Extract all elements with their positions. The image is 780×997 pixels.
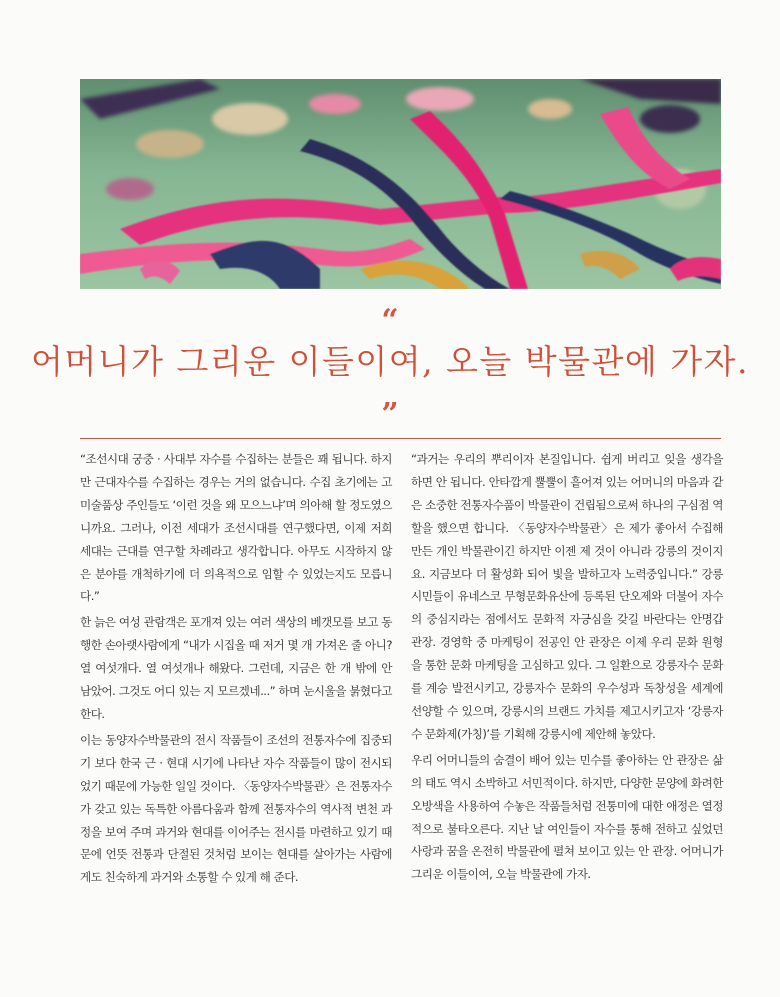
open-quote-mark: “ (381, 303, 399, 338)
embroidery-image (80, 79, 721, 289)
paragraph: “과거는 우리의 뿌리이자 본질입니다. 쉽게 버리고 잊을 생각을 하면 안 됩니다. 안타깝게 뿔뿔이 흩어져 있는 어머니의 마음과 같은 소중한 전통자수품이 박물관이 건립됨으로써 하나의 구심점 역할을 했으면 합니다. 〈동양자수박물관〉은 제가 좋아서 수집해 만든 개인 박물관이긴 하지만 이젠 제 것이 아니라 강릉의 것이지요. 지금보다 더 활성화 되어 빛을 발하고자 노력중입니다.” 강릉 시민들이 유네스코 무형문화유산에 등록된 단오제와 더불어 자수의 중심지라는 점에서도 문화적 자긍심을 갖길 바란다는 안명갑 관장. 경영학 중 마케팅이 전공인 안 관장은 이제 우리 문화 원형을 통한 문화 마케팅을 고심하고 있다. 그 일환으로 강릉자수 문화를 계승 발전시키고, 강릉자수 문화의 우수성과 독창성을 세계에 선양할 수 있으며, 강릉시의 브랜드 가치를 제고시키고자 ‘강릉자수 문화제(가칭)’를 기획해 강릉시에 제안해 놓았다. (411, 452, 723, 741)
close-quote-mark: ” (381, 397, 399, 432)
article-column-left (80, 448, 392, 892)
article-column-right (411, 448, 723, 889)
paragraph: 한 늙은 여성 관람객은 포개져 있는 여러 색상의 베갯모를 보고 동행한 손아랫사람에게 “내가 시집올 때 저거 몇 개 가져온 줄 아니? 열 여섯개다. 열 여섯개나 해왔다. 그런데, 지금은 한 개 밖에 안 남았어. 그것도 어디 있는 지 모르겠네...” 하며 눈시울을 붉혔다고 한다. (80, 615, 392, 721)
pull-quote-headline: 어머니가 그리운 이들이여, 오늘 박물관에 가자. (30, 342, 750, 381)
paragraph: 우리 어머니들의 숨결이 배어 있는 민수를 좋아하는 안 관장은 삶의 태도 역시 소박하고 서민적이다. 하지만, 다양한 문양에 화려한 오방색을 사용하여 수놓은 작품들처럼 전통미에 대한 애정은 열정적으로 불타오른다. 지난 날 여인들이 자수를 통해 전하고 싶었던 사랑과 꿈을 온전히 박물관에 펼쳐 보이고 있는 안 관장. 어머니가 그리운 이들이여, 오늘 박물관에 가자. (411, 752, 723, 882)
paragraph: “조선시대 궁중 · 사대부 자수를 수집하는 분들은 꽤 됩니다. 하지만 근대자수를 수집하는 경우는 거의 없습니다. 수집 초기에는 고미술품상 주인들도 ‘이런 것을 왜 모으느냐’며 의아해 할 정도였으니까요. 그러나, 이전 세대가 조선시대를 연구했다면, 이제 저희 세대는 근대를 연구할 차례라고 생각합니다. 아무도 시작하지 않은 분야를 개척하기에 더 의욕적으로 임할 수 있었는지도 모릅니다.” (80, 452, 392, 604)
section-divider (80, 438, 721, 439)
embroidery-photo (80, 79, 721, 289)
paragraph: 이는 동양자수박물관의 전시 작품들이 조선의 전통자수에 집중되기 보다 한국 근 · 현대 시기에 나타난 자수 작품들이 많이 전시되었기 때문에 가능한 일일 것이다. 〈동양자수박물관〉은 전통자수가 갖고 있는 독특한 아름다움과 함께 전통자수의 역사적 변천 과정을 보여 주며 과거와 현대를 이어주는 전시를 마련하고 있기 때문에 언뜻 전통과 단절된 것처럼 보이는 현대를 살아가는 사람에게도 친숙하게 과거와 소통할 수 있게 해 준다. (80, 732, 392, 885)
